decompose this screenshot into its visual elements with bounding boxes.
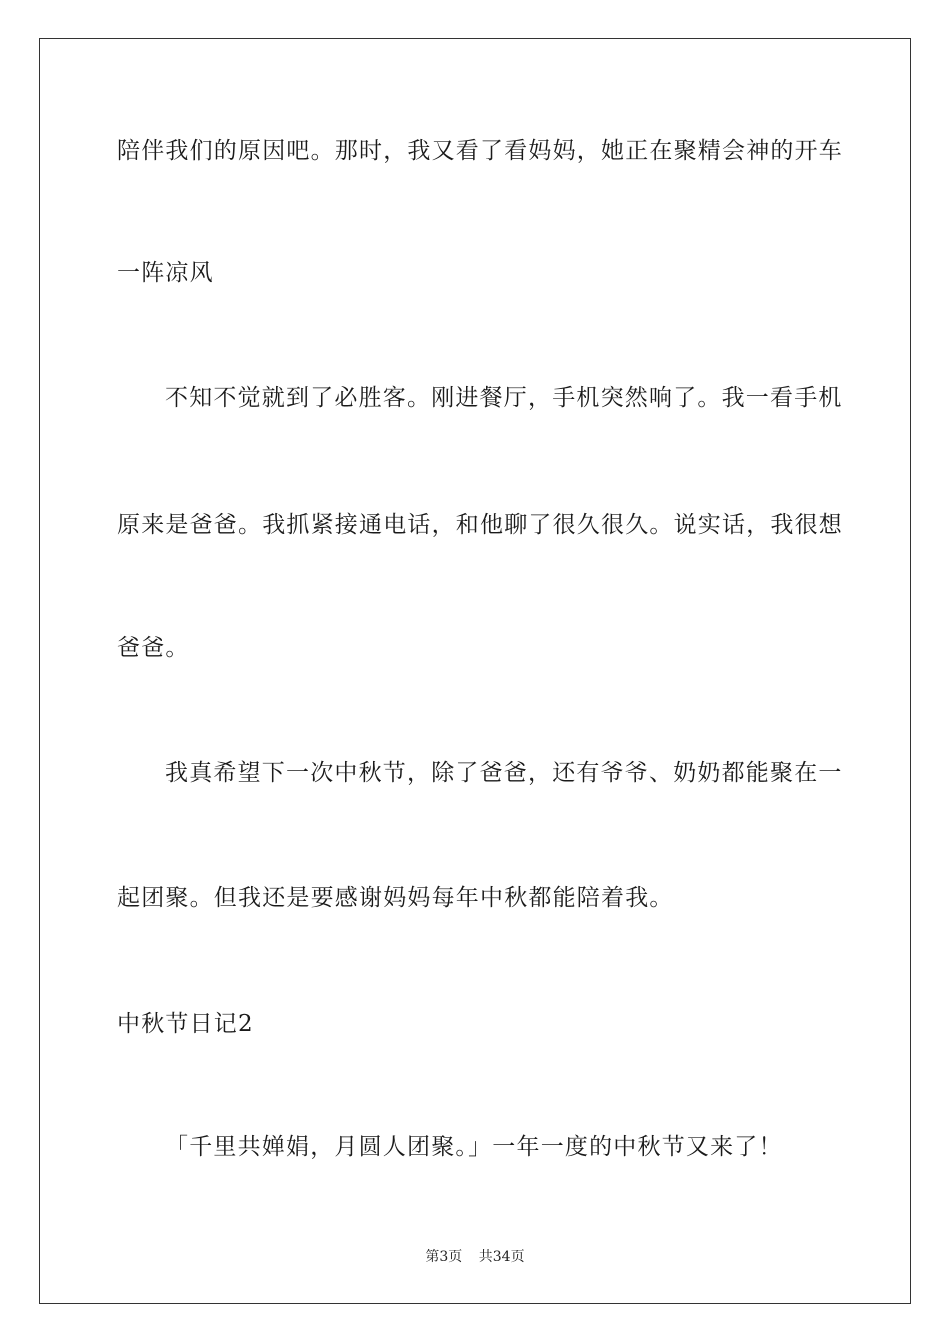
paragraph-line-6: 我真希望下一次中秋节，除了爸爸，还有爷爷、奶奶都能聚在一 xyxy=(165,760,843,786)
paragraph-line-4: 原来是爸爸。我抓紧接通电话，和他聊了很久很久。说实话，我很想 xyxy=(117,512,843,538)
current-page-label: 第3页 xyxy=(425,1249,463,1265)
paragraph-line-1: 陪伴我们的原因吧。那时，我又看了看妈妈，她正在聚精会神的开车 xyxy=(117,138,843,164)
paragraph-line-9: 「千里共婵娟，月圆人团聚。」一年一度的中秋节又来了！ xyxy=(165,1134,783,1160)
paragraph-line-5: 爸爸。 xyxy=(117,635,190,661)
page-footer xyxy=(0,1247,950,1267)
paragraph-line-7: 起团聚。但我还是要感谢妈妈每年中秋都能陪着我。 xyxy=(117,885,674,911)
total-pages-label: 共34页 xyxy=(478,1249,525,1265)
page-frame xyxy=(39,38,911,1304)
paragraph-line-2: 一阵凉风 xyxy=(117,260,214,286)
paragraph-line-3: 不知不觉就到了必胜客。刚进餐厅，手机突然响了。我一看手机 xyxy=(165,385,843,411)
section-heading: 中秋节日记2 xyxy=(117,1011,254,1037)
